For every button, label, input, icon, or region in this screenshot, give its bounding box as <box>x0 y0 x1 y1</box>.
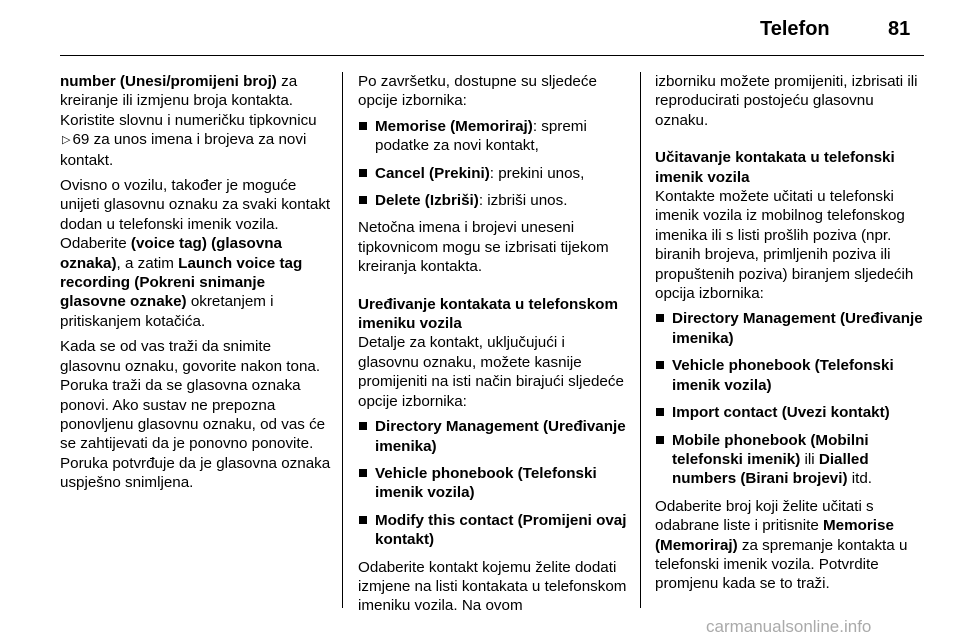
paragraph-text: Odaberite broj koji želite učitati s odabrane liste i pritisnite <box>655 497 874 535</box>
bullet-square-icon <box>359 516 367 524</box>
list-text: : izbriši unos. <box>478 192 568 210</box>
list-item <box>655 403 925 422</box>
paragraph-text: za spremanje kontakta u telefonski imenik vozila. Potvrdite promjenu kada se to traži. <box>655 536 908 593</box>
paragraph: Detalje za kontakt, uključujući i glasovnu oznaku, možete kasnije promijeniti na isti način birajući sljedeće opcije izbornika: <box>358 334 624 410</box>
bullet-square-icon <box>656 361 664 369</box>
paragraph <box>60 176 332 331</box>
paragraph-text: za kreiranje ili izmjenu broja kontakta. Koristite slovnu i numeričku tipkovnicu <box>60 73 317 129</box>
menu-term: Directory Management (Uređivanje imenika) <box>672 310 923 347</box>
list-item <box>358 417 628 456</box>
section-heading: Učitavanje kontakata u telefonski imenik vozila <box>655 149 895 186</box>
menu-term: Memorise (Memoriraj) <box>375 117 533 135</box>
list-item <box>358 117 628 156</box>
list-text: : prekini unos, <box>489 164 585 182</box>
menu-term: Vehicle phonebook (Telefonski imenik vozila) <box>375 464 597 502</box>
bullet-square-icon <box>359 422 367 430</box>
bullet-square-icon <box>359 122 367 130</box>
menu-term: (voice tag) (glasovna oznaka) <box>60 235 282 272</box>
page-title: Telefon <box>760 18 830 40</box>
bullet-square-icon <box>656 436 664 444</box>
header-divider <box>60 55 924 56</box>
bullet-square-icon <box>656 408 664 416</box>
paragraph-text: Ovisno o vozilu, također je moguće unijeti glasovnu oznaku za svaki kontakt dodan u telefonski imenik vozila. Odaberite <box>60 177 331 253</box>
column-1 <box>60 72 332 499</box>
bullet-square-icon <box>359 196 367 204</box>
menu-term: Vehicle phonebook (Telefonski imenik vozila) <box>672 357 894 394</box>
list-item <box>655 356 925 395</box>
column-2 <box>358 72 628 622</box>
list-item <box>358 464 628 503</box>
column-3 <box>655 72 925 600</box>
list-item <box>655 431 925 489</box>
menu-term: Import contact (Uvezi kontakt) <box>672 404 890 422</box>
paragraph-text: za unos imena i brojeva za novi kontakt. <box>60 131 307 169</box>
cross-reference-arrow-icon: ▷ <box>62 134 71 147</box>
menu-term: Cancel (Prekini) <box>375 164 490 182</box>
list-item <box>358 164 628 183</box>
menu-term: Modify this contact (Promijeni ovaj kontakt) <box>375 511 627 549</box>
paragraph: izborniku možete promijeniti, izbrisati ili reproducirati postojeću glasovnu oznaku. <box>655 73 918 129</box>
page-number: 81 <box>888 18 911 40</box>
bullet-square-icon <box>359 169 367 177</box>
menu-term: Memorise (Memoriraj) <box>655 517 894 554</box>
page-header <box>0 0 960 60</box>
column-divider-1 <box>342 72 343 608</box>
menu-term: Launch voice tag recording (Pokreni snimanje glasovne oznake) <box>60 254 303 311</box>
watermark: carmanualsonline.info <box>706 617 872 636</box>
list-item <box>358 511 628 550</box>
paragraph: Kontakte možete učitati u telefonski imenik vozila iz mobilnog telefonskog imenika ili s listi prošlih poziva (npr. biranih brojeva, primljenih poziva ili propuštenih poziva) biranjem sljedećih opcija izbornika: <box>655 188 914 303</box>
paragraph-text: okretanjem i pritiskanjem kotačića. <box>60 293 274 330</box>
paragraph: Netočna imena i brojevi uneseni tipkovnicom mogu se izbrisati tijekom kreiranja kontakta. <box>358 219 609 276</box>
section-heading: Uređivanje kontakata u telefonskom imeniku vozila <box>358 295 618 333</box>
page-reference[interactable]: 69 <box>72 131 90 149</box>
list-item <box>358 191 628 210</box>
list-text: itd. <box>847 470 873 488</box>
bullet-square-icon <box>359 469 367 477</box>
menu-term: Delete (Izbriši) <box>375 192 479 210</box>
menu-term: Directory Management (Uređivanje imenika) <box>375 418 626 455</box>
paragraph: Odaberite kontakt kojemu želite dodati izmjene na listi kontakata u telefonskom imeniku vozila. Na ovom <box>358 558 627 615</box>
paragraph <box>655 497 925 594</box>
paragraph <box>60 72 332 170</box>
column-divider-2 <box>640 72 641 608</box>
paragraph: Po završetku, dostupne su sljedeće opcije izbornika: <box>358 73 597 110</box>
bullet-square-icon <box>656 314 664 322</box>
paragraph: Kada se od vas traži da snimite glasovnu oznaku, govorite nakon tona. Poruka traži da se glasovna oznaka ponovi. Ako sustav ne prepozna ponovljenu glasovnu oznaku, od vas će se zahtijevati da je ponovno ponovite. Poruka potvrđuje da je glasovna oznaka uspješno snimljena. <box>60 338 331 492</box>
menu-term: Dialled numbers (Birani brojevi) <box>672 450 869 488</box>
list-text: : spremi podatke za novi kontakt, <box>375 117 587 155</box>
menu-term: Mobile phonebook (Mobilni telefonski imenik) <box>672 431 869 468</box>
paragraph-text: , a zatim <box>116 254 179 272</box>
list-item <box>655 309 925 348</box>
list-text: ili <box>800 450 819 468</box>
menu-term: number (Unesi/promijeni broj) <box>60 73 277 90</box>
